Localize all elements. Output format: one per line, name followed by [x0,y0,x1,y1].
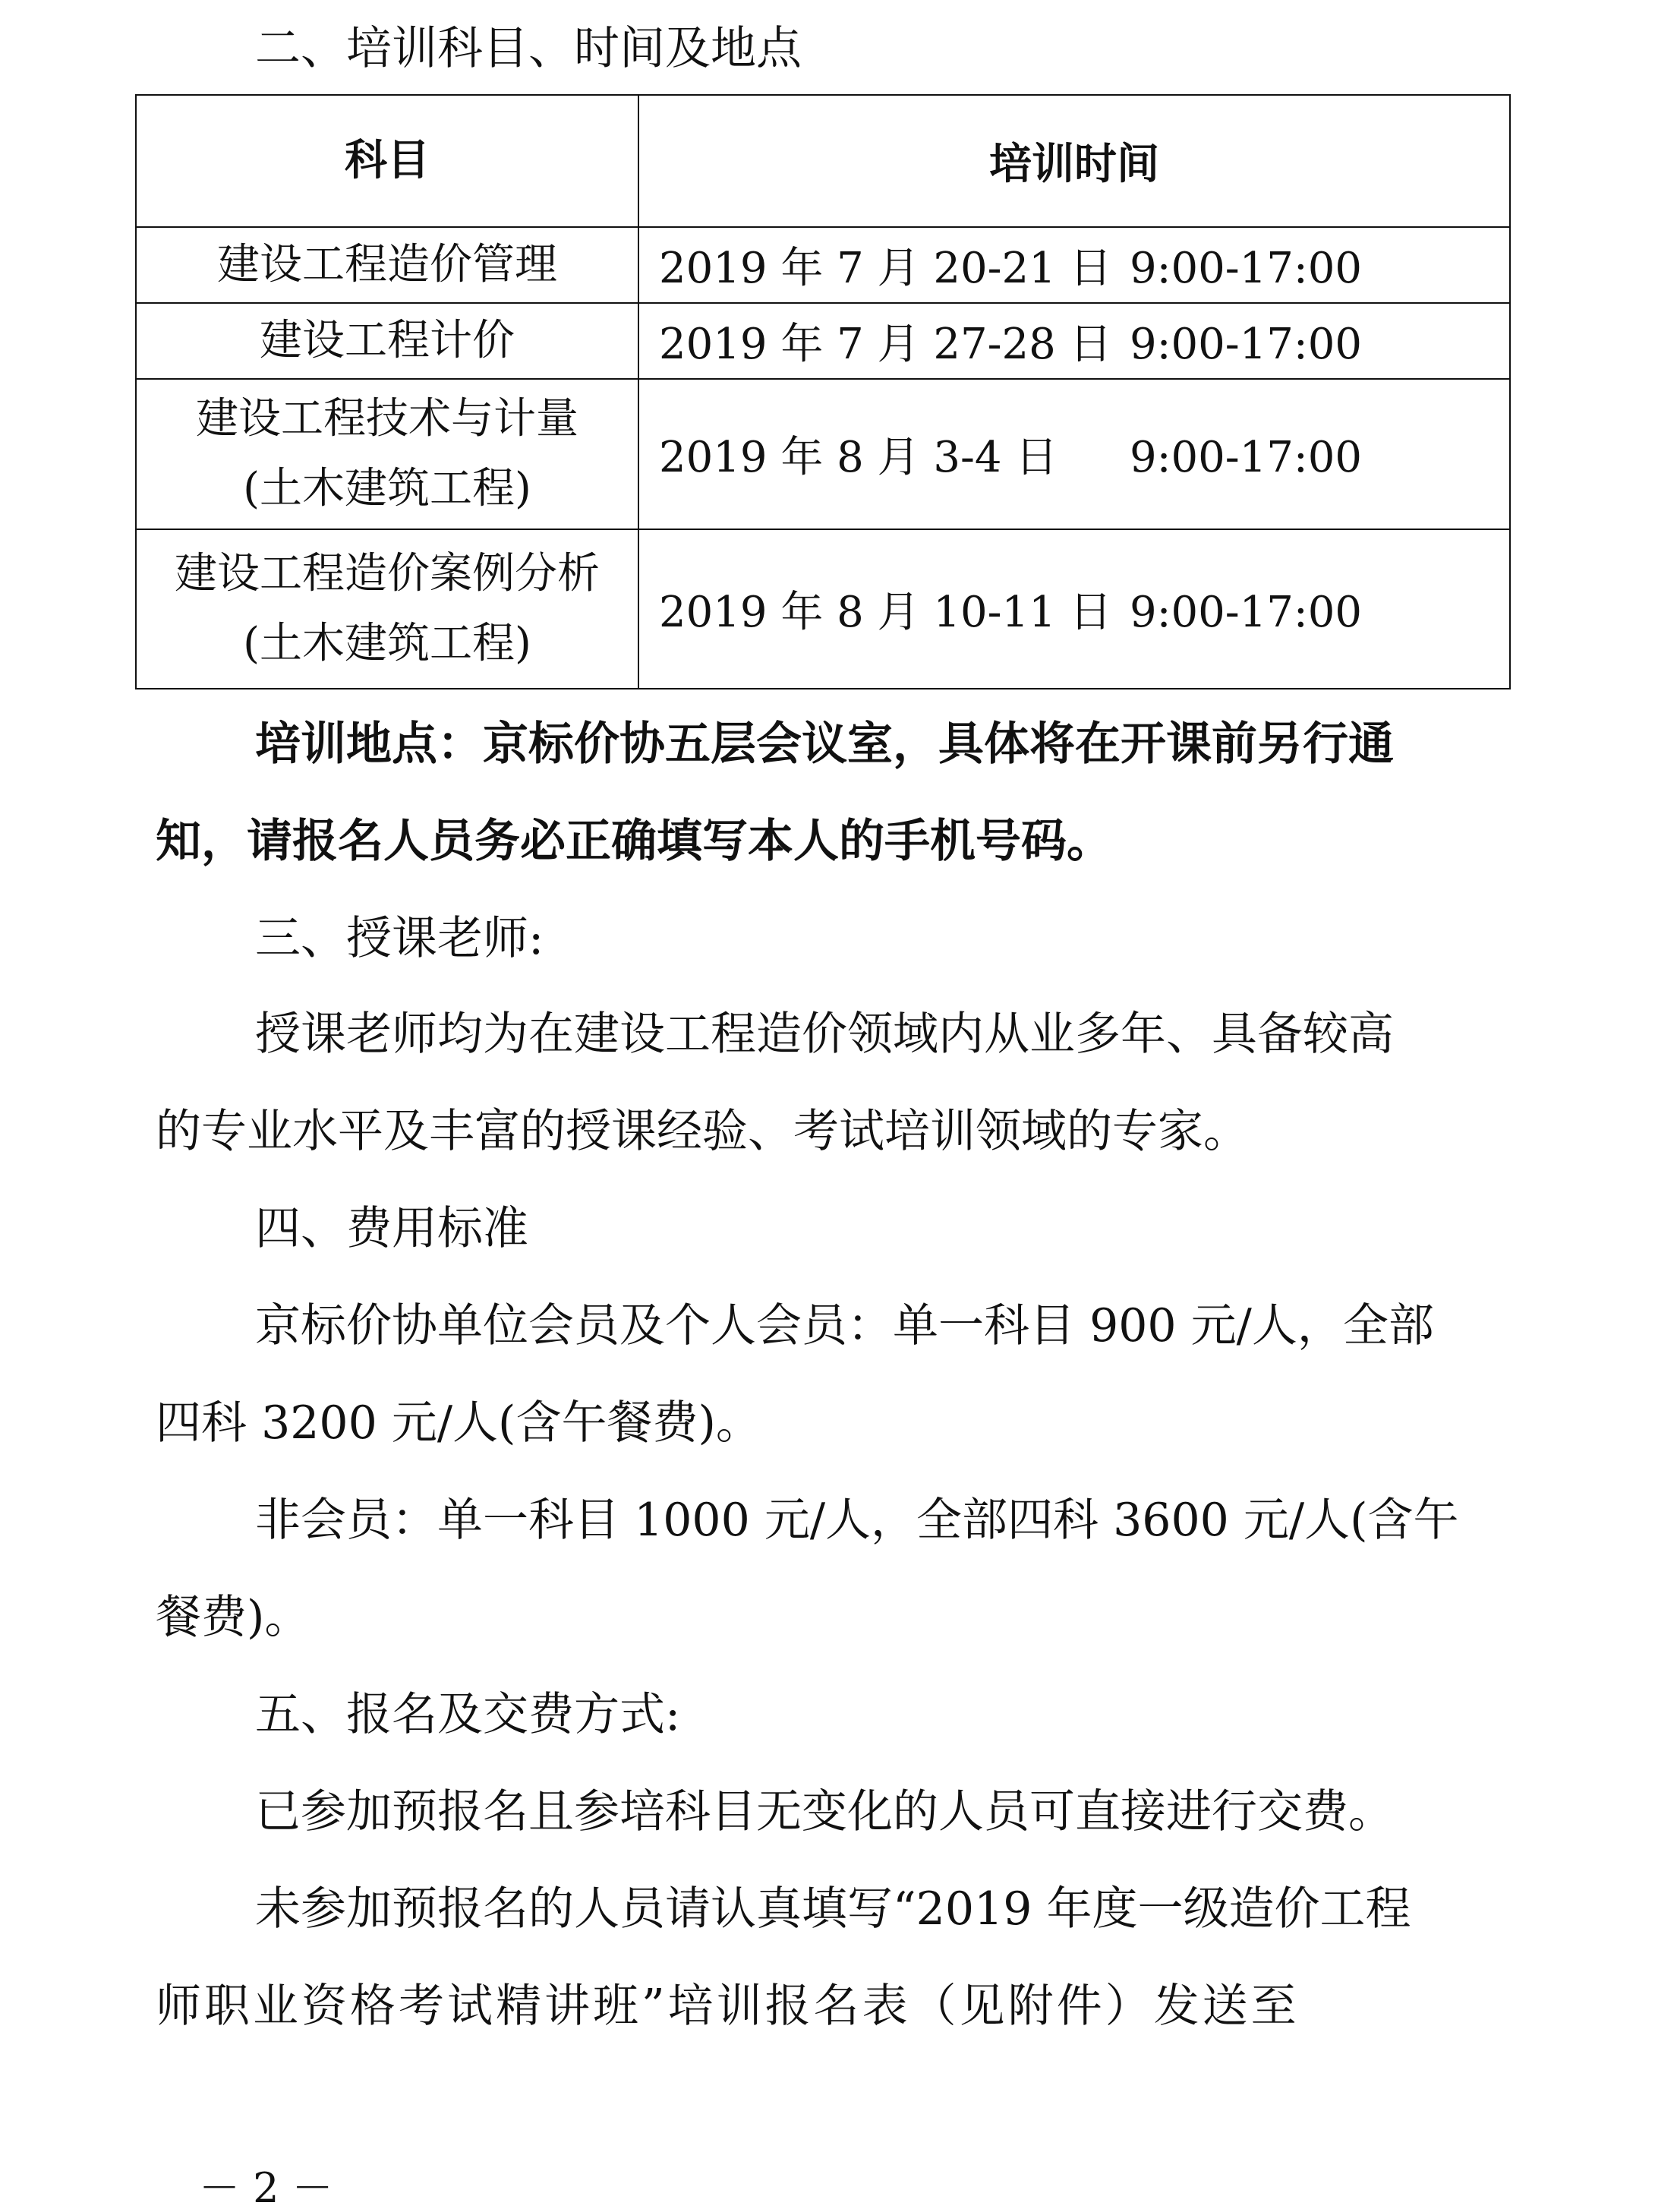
header-subject: 科目 [136,95,638,227]
training-hours: 9:00-17:00 [1130,244,1363,293]
nonmember-fees-line-1: 非会员：单一科目 1000 元/人，全部四科 3600 元/人(含午 [255,1494,1459,1547]
table-row [136,227,1510,303]
location-notice-line-1: 培训地点：京标价协五层会议室，具体将在开课前另行通 [255,718,1394,771]
section-3-paragraph-line-2: 的专业水平及丰富的授课经验、考试培训领域的专家。 [156,1105,1249,1158]
time-cell [638,379,1510,529]
subject-cell [136,379,638,529]
subject-name: 建设工程造价案例分析 [175,549,600,598]
training-date: 2019 年 8 月 10-11 日 [659,588,1112,637]
subject-cell [136,227,638,303]
section-5-paragraph-1: 已参加预报名且参培科目无变化的人员可直接进行交费。 [255,1785,1394,1838]
training-hours: 9:00-17:00 [1130,320,1363,369]
section-5-paragraph-2-line-2: 师职业资格考试精讲班”培训报名表（见附件）发送至 [156,1980,1300,2033]
section-5-paragraph-2-line-1: 未参加预报名的人员请认真填写“2019 年度一级造价工程 [255,1882,1411,1936]
page-number: － 2 － [199,2164,333,2212]
training-date: 2019 年 8 月 3-4 日 [659,433,1058,482]
section-3-paragraph-line-1: 授课老师均为在建设工程造价领域内从业多年、具备较高 [255,1008,1394,1061]
time-cell [638,529,1510,689]
table-header-row [136,95,1510,227]
section-5-heading: 五、报名及交费方式: [255,1688,681,1741]
member-fees-line-1: 京标价协单位会员及个人会员：单一科目 900 元/人，全部 [255,1299,1434,1352]
table-row [136,303,1510,379]
training-date: 2019 年 7 月 27-28 日 [659,320,1112,369]
training-schedule-table [135,94,1511,689]
table-row [136,379,1510,529]
location-notice-line-2: 知，请报名人员务必正确填写本人的手机号码。 [156,815,1112,868]
subject-category: (土木建筑工程) [243,619,531,668]
member-fees-line-2: 四科 3200 元/人(含午餐费)。 [156,1396,761,1450]
section-2-heading: 二、培训科目、时间及地点 [255,22,802,75]
section-4-heading: 四、费用标准 [255,1202,528,1255]
header-training-time: 培训时间 [638,95,1510,227]
subject-cell [136,303,638,379]
subject-name: 建设工程造价管理 [217,240,557,289]
subject-name: 建设工程计价 [260,316,515,365]
section-3-heading: 三、授课老师: [255,912,544,965]
nonmember-fees-line-2: 餐费)。 [156,1591,310,1644]
training-hours: 9:00-17:00 [1130,588,1363,637]
subject-name: 建设工程技术与计量 [196,394,578,443]
training-hours: 9:00-17:00 [1130,433,1363,482]
subject-category: (土木建筑工程) [243,464,531,513]
subject-cell [136,529,638,689]
table-row [136,529,1510,689]
time-cell [638,303,1510,379]
training-date: 2019 年 7 月 20-21 日 [659,244,1112,293]
time-cell [638,227,1510,303]
